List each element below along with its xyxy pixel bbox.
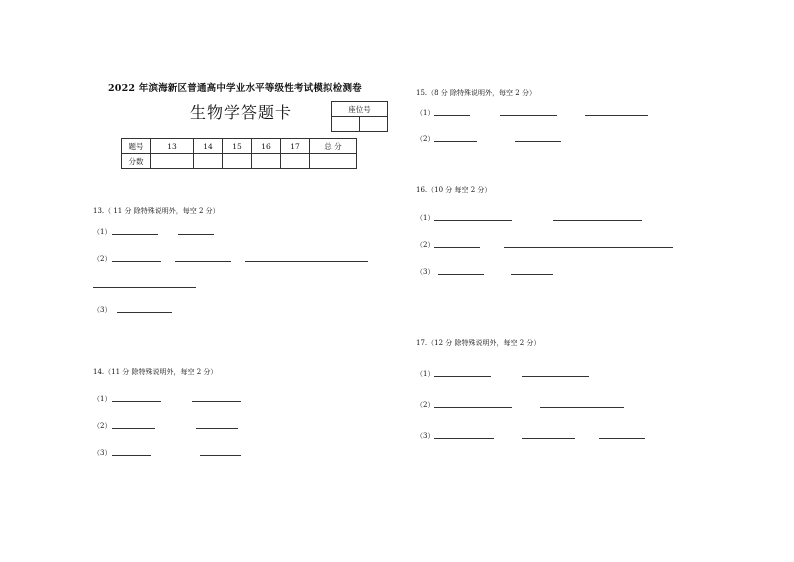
q17-3-blank-3[interactable] bbox=[599, 438, 645, 439]
q13-2-blank-2[interactable] bbox=[175, 261, 231, 262]
q16-2-blank-1[interactable] bbox=[434, 247, 480, 248]
q14-title: 14.（11 分 除特殊说明外，每空 2 分） bbox=[93, 368, 218, 376]
q17-part3-label: （3） bbox=[416, 432, 435, 440]
score-label: 分数 bbox=[122, 154, 151, 169]
q17-part2-label: （2） bbox=[416, 401, 435, 409]
score-col-16: 16 bbox=[252, 139, 281, 154]
q15-2-blank-1[interactable] bbox=[434, 141, 477, 142]
q15-1-blank-1[interactable] bbox=[434, 115, 470, 116]
q17-2-blank-1[interactable] bbox=[434, 407, 512, 408]
q15-2-blank-2[interactable] bbox=[515, 141, 561, 142]
answer-sheet-title: 生物学答题卡 bbox=[190, 103, 293, 122]
q16-1-blank-2[interactable] bbox=[553, 220, 642, 221]
q13-1-blank-1[interactable] bbox=[112, 234, 158, 235]
seat-number-box bbox=[331, 101, 388, 132]
score-cell[interactable] bbox=[223, 154, 252, 169]
q13-part3-label: （3） bbox=[93, 306, 112, 314]
q14-2-blank-2[interactable] bbox=[196, 428, 238, 429]
q15-1-blank-2[interactable] bbox=[500, 115, 557, 116]
q17-3-blank-1[interactable] bbox=[434, 438, 494, 439]
score-col-total: 总 分 bbox=[310, 139, 357, 154]
score-cell[interactable] bbox=[252, 154, 281, 169]
q14-3-blank-1[interactable] bbox=[112, 455, 151, 456]
q17-1-blank-2[interactable] bbox=[522, 376, 589, 377]
q14-3-blank-2[interactable] bbox=[200, 455, 241, 456]
question-number-label: 题号 bbox=[122, 139, 151, 154]
q14-1-blank-2[interactable] bbox=[192, 401, 241, 402]
score-col-17: 17 bbox=[281, 139, 310, 154]
q16-1-blank-1[interactable] bbox=[434, 220, 512, 221]
q16-part1-label: （1） bbox=[416, 214, 435, 222]
q16-3-blank-1[interactable] bbox=[438, 274, 484, 275]
q13-2-blank-4[interactable] bbox=[93, 287, 196, 288]
q13-part1-label: （1） bbox=[93, 228, 112, 236]
q16-2-blank-2[interactable] bbox=[504, 247, 673, 248]
q17-1-blank-1[interactable] bbox=[434, 376, 491, 377]
exam-title: 2022 年滨海新区普通高中学业水平等级性考试模拟检测卷 bbox=[108, 83, 362, 94]
q13-1-blank-2[interactable] bbox=[178, 234, 214, 235]
q15-title: 15.（8 分 除特殊说明外，每空 2 分） bbox=[416, 89, 536, 97]
seat-number-cell[interactable] bbox=[360, 117, 388, 132]
q17-3-blank-2[interactable] bbox=[522, 438, 575, 439]
score-cell[interactable] bbox=[194, 154, 223, 169]
q15-part1-label: （1） bbox=[416, 109, 435, 117]
q15-part2-label: （2） bbox=[416, 135, 435, 143]
score-col-15: 15 bbox=[223, 139, 252, 154]
score-table bbox=[121, 138, 357, 169]
q14-2-blank-1[interactable] bbox=[112, 428, 155, 429]
q15-1-blank-3[interactable] bbox=[585, 115, 648, 116]
q14-part3-label: （3） bbox=[93, 449, 112, 457]
q13-3-blank-1[interactable] bbox=[117, 312, 172, 313]
q17-2-blank-2[interactable] bbox=[540, 407, 624, 408]
score-cell[interactable] bbox=[151, 154, 194, 169]
q16-title: 16.（10 分 每空 2 分） bbox=[416, 186, 492, 194]
score-cell[interactable] bbox=[281, 154, 310, 169]
q17-part1-label: （1） bbox=[416, 370, 435, 378]
q13-part2-label: （2） bbox=[93, 255, 112, 263]
q13-2-blank-3[interactable] bbox=[245, 261, 368, 262]
q13-2-blank-1[interactable] bbox=[112, 261, 161, 262]
q14-part2-label: （2） bbox=[93, 422, 112, 430]
q14-1-blank-1[interactable] bbox=[112, 401, 161, 402]
q17-title: 17.（12 分 除特殊说明外，每空 2 分） bbox=[416, 339, 541, 347]
seat-number-cell[interactable] bbox=[332, 117, 360, 132]
q16-part2-label: （2） bbox=[416, 241, 435, 249]
q16-part3-label: （3） bbox=[416, 268, 435, 276]
q16-3-blank-2[interactable] bbox=[511, 274, 553, 275]
score-cell[interactable] bbox=[310, 154, 357, 169]
score-col-13: 13 bbox=[151, 139, 194, 154]
score-col-14: 14 bbox=[194, 139, 223, 154]
q13-title: 13.（ 11 分 除特殊说明外，每空 2 分） bbox=[93, 207, 220, 215]
q14-part1-label: （1） bbox=[93, 395, 112, 403]
seat-number-label: 座位号 bbox=[332, 102, 388, 117]
